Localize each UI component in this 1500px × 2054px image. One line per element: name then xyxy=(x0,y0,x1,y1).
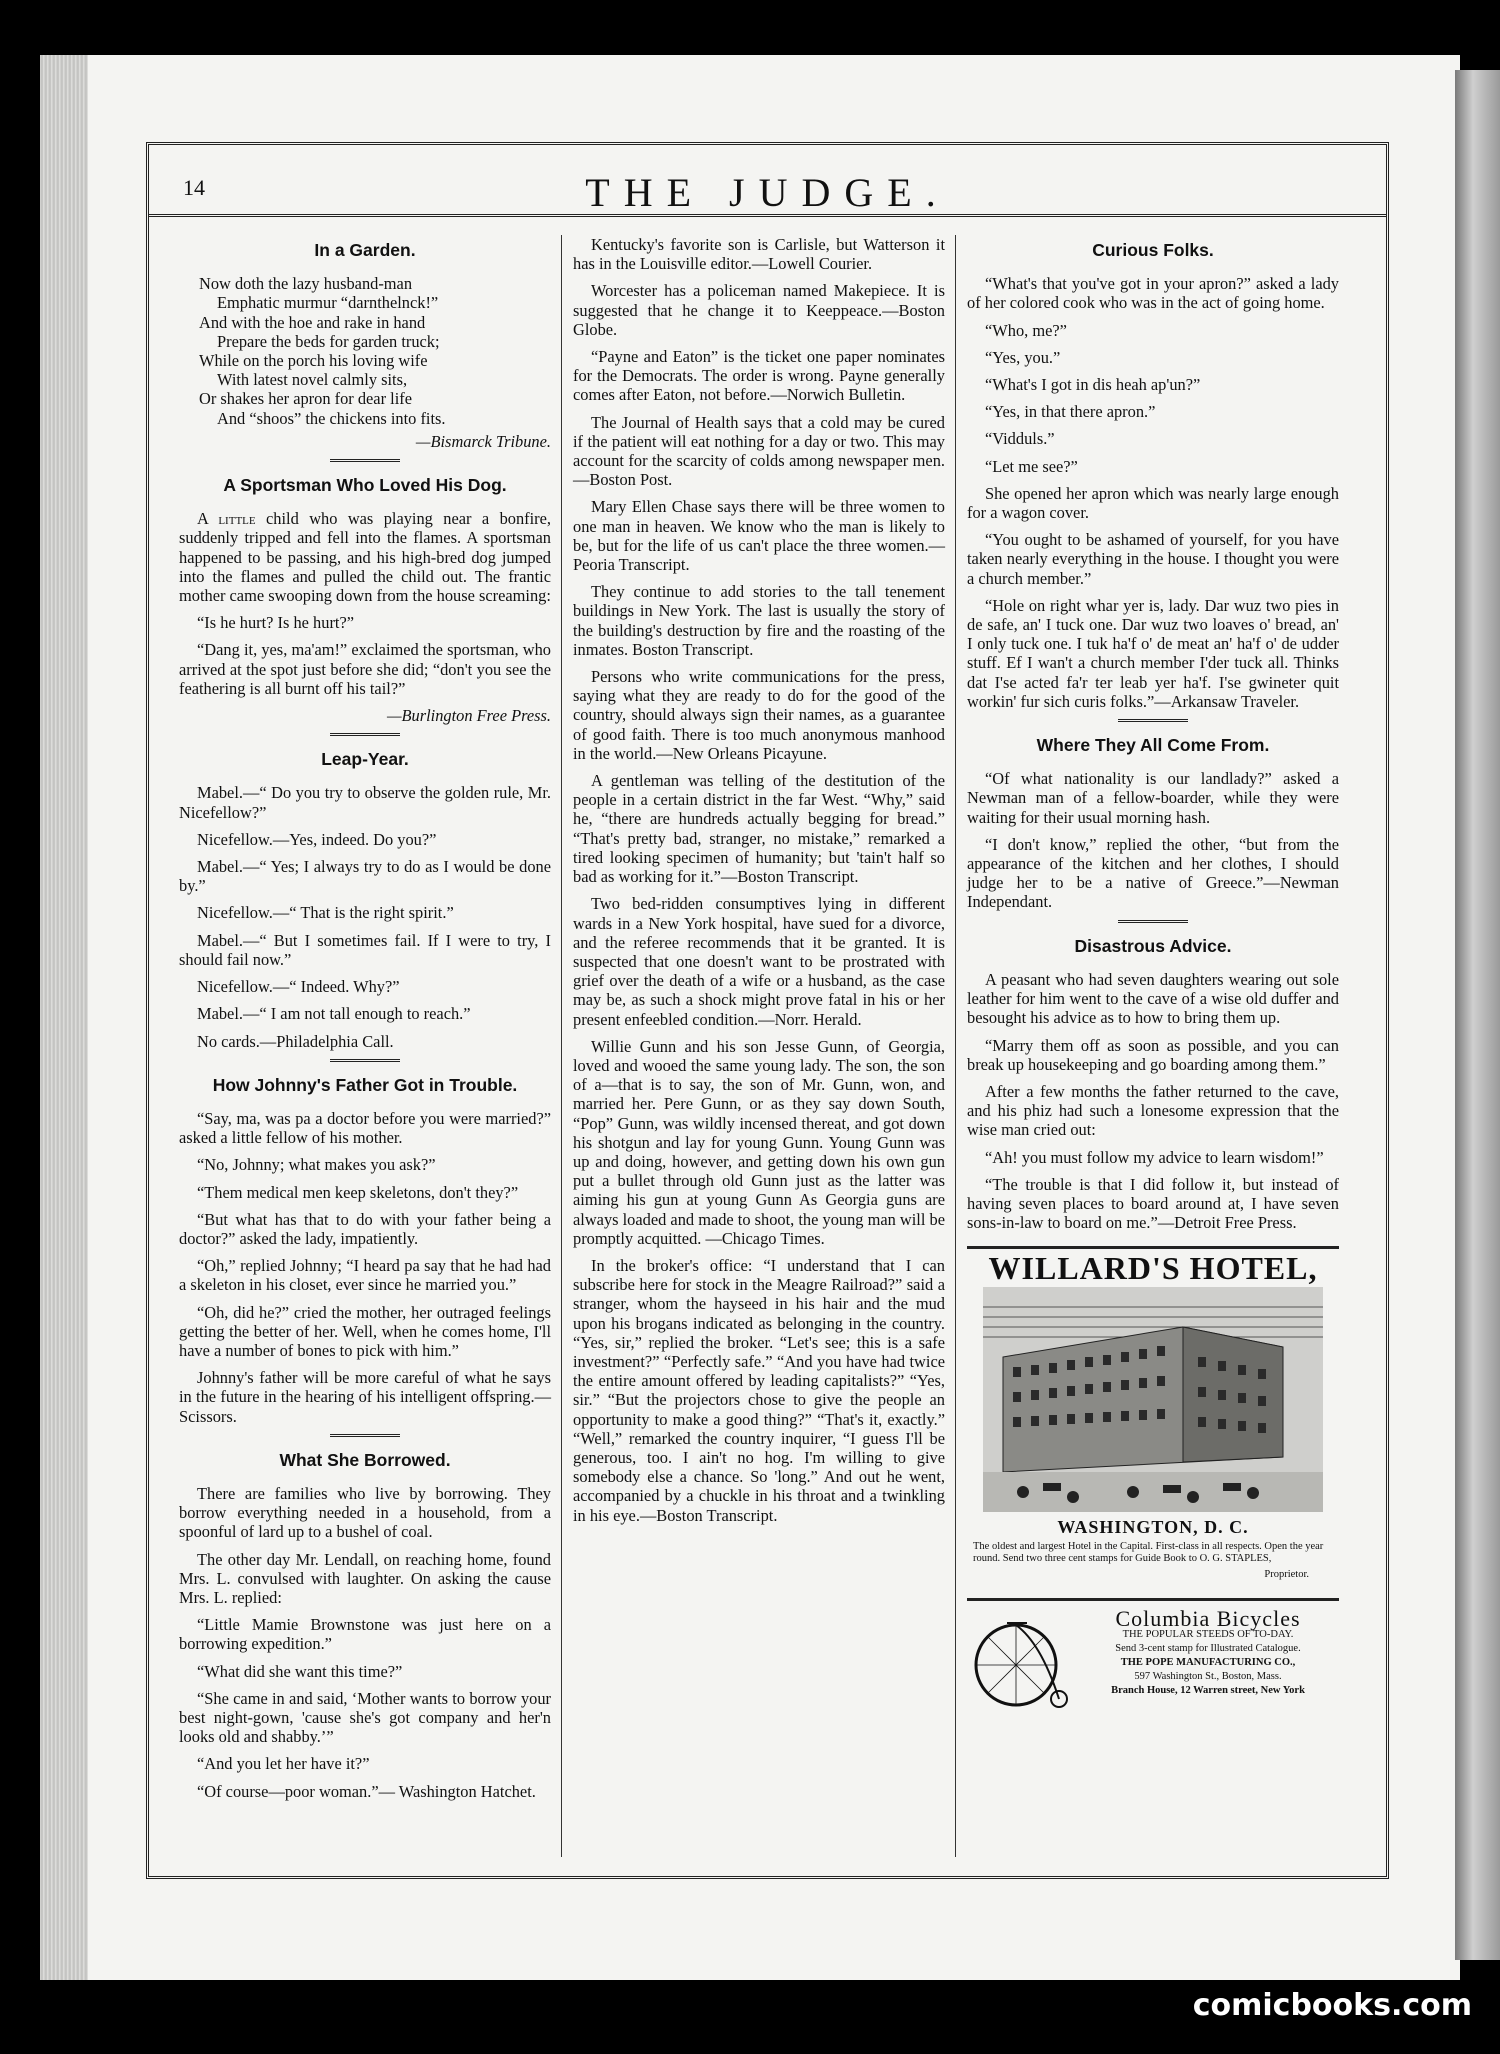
headline-johnny: How Johnny's Father Got in Trouble. xyxy=(212,1074,518,1095)
paragraph: “Marry them off as soon as possible, and you can break up housekeeping and go boarding among them.” xyxy=(967,1035,1339,1074)
bicycle-ad-text xyxy=(1077,1605,1339,1698)
paragraph: Two bed-ridden consumptives lying in different wards in a New York hospital, have sued for a divorce, and the referee recommends that it be granted. It is suspected that one doesn't want to be prostrated with grief over the death of a wife or a husband, as the case may be, as such a shock might prove fatal in his or her present enfeebled condition.—Norr. Herald. xyxy=(573,894,945,1029)
page-right-edge xyxy=(1455,70,1500,1960)
section-divider xyxy=(330,733,400,738)
paragraph: “Is he hurt? Is he hurt?” xyxy=(197,613,355,633)
paragraph: “Of what nationality is our landlady?” asked a Newman man of a fellow-boarder, while they were waiting for their usual morning hash. xyxy=(967,769,1339,827)
section-divider xyxy=(1118,920,1188,925)
paragraph: “Hole on right whar yer is, lady. Dar wuz two pies in de safe, an' I tuck one. Dar wuz two loaves o' bread, an' I only tuck one. I tuk ha'f o' de meat an' ha'f o' de udder stuff. Ef I wan't a church member I'der tuck all. Thinks dat I'se acted fa'r ter leab yer ha'f. I'se gwineter quit workin' fur sich curis folks.”—Arkansaw Traveler. xyxy=(967,595,1339,711)
column-left xyxy=(179,235,551,1809)
paragraph: “Vidduls.” xyxy=(985,429,1055,449)
bicycle-ad-line: Send 3-cent stamp for Illustrated Catalogue. xyxy=(1115,1643,1301,1655)
paragraph: There are families who live by borrowing. They borrow everything needed in a household, from a spoonful of lard up to a bushel of coal. xyxy=(179,1483,551,1542)
paragraph: No cards.—Philadelphia Call. xyxy=(197,1031,394,1051)
poem-line: With latest novel calmly sits, xyxy=(217,370,408,390)
bicycle-ad-title: Columbia Bicycles xyxy=(1115,1605,1301,1631)
hotel-ad-text: The oldest and largest Hotel in the Capital. First-class in all respects. Open the year round. Send two three cent stamps for Guide Book to O. G. STAPLES, xyxy=(973,1540,1324,1564)
paragraph: “She came in and said, ‘Mother wants to borrow your best night-gown, 'cause she's got company and her'n looks old and shabby.’” xyxy=(179,1688,551,1747)
paragraph: “What's that you've got in your apron?” asked a lady of her colored cook who was in the act of going home. xyxy=(967,274,1339,313)
paragraph: “Let me see?” xyxy=(985,456,1078,476)
bicycle-advertisement xyxy=(967,1598,1339,1731)
column-right xyxy=(967,235,1339,1731)
poem xyxy=(199,274,551,428)
paragraph: They continue to add stories to the tall tenement buildings in New York. The last is usually the story of the building's destruction by fire and the roasting of the inmates. Boston Transcript. xyxy=(573,582,945,659)
paragraph: In the broker's office: “I understand that I can subscribe here for stock in the Meagre Railroad?” said a stranger, whom the hayseed in his hair and the mud upon his brogans indicated as belonging in the country. “Yes, sir,” replied the broker. “Let's see; this is a safe investment?” “Perfectly safe.” “And you have had twice the entire amount offered by leading capitalists?” “Yes, sir.” “But the projectors chose to give the people an opportunity to make a good thing?” “That's it, exactly.” “Well,” remarked the country inquirer, “I guess I'll be generous, too. I ain't no hog. I'm willing to give somebody else a chance. So 'long.” And out he went, accompanied by a chuckle in his throat and a twinkling in his eye.—Boston Transcript. xyxy=(573,1255,945,1525)
paragraph: Nicefellow.—Yes, indeed. Do you?” xyxy=(197,829,437,849)
hotel-name: WILLARD'S HOTEL, xyxy=(988,1250,1318,1287)
section-divider xyxy=(330,459,400,464)
page-number: 14 xyxy=(183,175,205,200)
headline-curious-folks: Curious Folks. xyxy=(1092,240,1214,260)
credit: —Bismarck Tribune. xyxy=(415,431,551,451)
headline-sportsman: A Sportsman Who Loved His Dog. xyxy=(223,475,507,496)
poem-line: Emphatic murmur “darnthelnck!” xyxy=(217,293,439,313)
section-divider xyxy=(330,1059,400,1064)
paragraph: “And you let her have it?” xyxy=(197,1754,370,1774)
paragraph: Kentucky's favorite son is Carlisle, but Watterson it has in the Louisville editor.—Lowell Courier. xyxy=(573,235,945,274)
paragraph: A little child who was playing near a bonfire, suddenly tripped and fell into the flames. A sportsman happened to be passing, and his high-bred dog jumped into the flames and pulled the child out. The frantic mother came swooping down from the house screaming: xyxy=(179,509,552,606)
paragraph: “You ought to be ashamed of yourself, for you have taken nearly everything in the house. I thought you were a church member.” xyxy=(967,530,1339,588)
paragraph: “But what has that to do with your father being a doctor?” asked the lady, impatiently. xyxy=(179,1209,551,1248)
paragraph: “Oh,” replied Johnny; “I heard pa say that he had had a skeleton in his closet, ever since he married you.” xyxy=(179,1256,551,1295)
poem-line: Now doth the lazy husband-man xyxy=(199,274,413,294)
credit: —Burlington Free Press. xyxy=(386,706,551,726)
paragraph: “Say, ma, was pa a doctor before you were married?” asked a little fellow of his mother. xyxy=(179,1108,551,1148)
paragraph: Nicefellow.—“ Indeed. Why?” xyxy=(197,977,400,997)
headline-what-she-borrowed: What She Borrowed. xyxy=(279,1449,451,1470)
poem-line: Or shakes her apron for dear life xyxy=(199,389,412,409)
paragraph: The Journal of Health says that a cold may be cured if the patient will eat nothing for a day or two. This may account for the scarcity of colds among newspaper men.—Boston Post. xyxy=(573,412,945,490)
paragraph: Mabel.—“ Do you try to observe the golden rule, Mr. Nicefellow?” xyxy=(179,783,551,822)
paragraph: “Ah! you must follow my advice to learn wisdom!” xyxy=(985,1147,1324,1167)
paragraph: “Them medical men keep skeletons, don't they?” xyxy=(197,1182,519,1202)
section-divider xyxy=(330,1434,400,1439)
bicycle-ad-line: THE POPULAR STEEDS OF TO-DAY. xyxy=(1122,1629,1294,1641)
poem-line: And with the hoe and rake in hand xyxy=(199,312,426,332)
paragraph: “Oh, did he?” cried the mother, her outraged feelings getting the better of her. Well, when he comes home, I'll have a number of bones to pick with him.” xyxy=(179,1302,551,1360)
paragraph: “The trouble is that I did follow it, but instead of having seven places to board around at, I have seven sons-in-law to board on me.”—Detroit Free Press. xyxy=(967,1174,1339,1233)
paragraph: Mabel.—“ I am not tall enough to reach.” xyxy=(197,1004,471,1024)
paragraph: A gentleman was telling of the destitution of the people in a certain district in the far West. “Why,” said he, “there are hundreds actually begging for bread.” “That's pretty bad, stranger, no mistake,” remarked a tired looking specimen of humanity; but 'tain't half so bad as working for it.”—Boston Transcript. xyxy=(573,771,945,887)
page-header xyxy=(149,145,1386,217)
paragraph: Johnny's father will be more careful of what he says in the future in the hearing of his intelligent offspring.—Scissors. xyxy=(179,1368,551,1426)
paragraph: “Yes, in that there apron.” xyxy=(985,402,1156,422)
paragraph: Mabel.—“ But I sometimes fail. If I were to try, I should fail now.” xyxy=(179,930,551,969)
bicycle-ad-line: Branch House, 12 Warren street, New York xyxy=(1111,1685,1305,1697)
bicycle-ad-company: THE POPE MANUFACTURING CO., xyxy=(1120,1657,1296,1669)
poem-line: While on the porch his loving wife xyxy=(199,351,428,371)
paragraph: “What did she want this time?” xyxy=(197,1661,403,1681)
site-watermark: comicbooks.com xyxy=(1192,1988,1472,2023)
headline-disastrous-advice: Disastrous Advice. xyxy=(1074,935,1232,956)
paragraph: “Dang it, yes, ma'am!” exclaimed the sportsman, who arrived at the spot just before she did; “don't you see the feathering is all burnt off his tail?” xyxy=(179,640,551,698)
headline-where-they-come-from: Where They All Come From. xyxy=(1036,735,1270,756)
section-divider xyxy=(1118,719,1188,724)
paragraph: Mabel.—“ Yes; I always try to do as I would be done by.” xyxy=(179,857,551,896)
paragraph: “Payne and Eaton” is the ticket one paper nominates for the Democrats. The order is wrong. Payne generally comes after Eaton, not before.—Norwich Bulletin. xyxy=(573,347,945,405)
paragraph: The other day Mr. Lendall, on reaching home, found Mrs. L. convulsed with laughter. On asking the cause Mrs. L. replied: xyxy=(179,1549,551,1607)
paragraph: After a few months the father returned to the cave, and his phiz had such a lonesome expression that the wise man cried out: xyxy=(967,1081,1339,1140)
paragraph: Persons who write communications for the press, saying what they are ready to do for the good of the country, should always sign their names, as a guarantee of good faith. There is too much anonymous manhood in the world.—New Orleans Picayune. xyxy=(573,667,945,763)
paragraph: She opened her apron which was nearly large enough for a wagon cover. xyxy=(967,483,1339,523)
paragraph: “Who, me?” xyxy=(985,320,1067,340)
paragraph: “What's I got in dis heah ap'un?” xyxy=(985,375,1201,395)
penny-farthing-icon xyxy=(971,1613,1071,1713)
column-middle xyxy=(573,235,945,1533)
column-rule xyxy=(955,235,956,1857)
paragraph: “Of course—poor woman.”— Washington Hatchet. xyxy=(197,1781,536,1801)
poem-line: Prepare the beds for garden truck; xyxy=(217,331,440,351)
headline-in-a-garden: In a Garden. xyxy=(314,240,416,260)
page-binding-edge xyxy=(40,55,88,1980)
paragraph: Willie Gunn and his son Jesse Gunn, of Georgia, loved and wooed the same young lady. The son, the son of a—that is to say, the son of Mr. Gunn, won, and married her. Pere Gunn, or as they say down South, “Pop” Gunn, was wildly incensed thereat, and got down his shotgun and lay for young Gunn. Young Gunn was up and doing, however, and getting down his own gun put a bullet through old Gunn just as the latter was aiming his gun at young Gunn As Georgia guns are always loaded and made to shoot, the young man will be promptly acquitted. —Chicago Times. xyxy=(573,1036,945,1248)
hotel-proprietor: Proprietor. xyxy=(1264,1568,1309,1580)
paragraph: “No, Johnny; what makes you ask?” xyxy=(197,1155,436,1175)
poem-line: And “shoos” the chickens into fits. xyxy=(217,408,446,428)
hotel-advertisement xyxy=(967,1246,1339,1584)
paragraph: “I don't know,” replied the other, “but from the appearance of the kitchen and her clothes, I should judge her to be a native of Greece.”—Newman Independant. xyxy=(967,834,1339,912)
headline-leap-year: Leap-Year. xyxy=(321,749,409,770)
paragraph: A peasant who had seven daughters wearing out sole leather for him went to the cave of a wise old duffer and besought his advice as to how to bring them up. xyxy=(967,969,1339,1028)
paragraph: “Yes, you.” xyxy=(985,347,1061,367)
hotel-engraving-icon xyxy=(983,1287,1323,1512)
journal-title: THE JUDGE. xyxy=(585,170,950,215)
paragraph: Nicefellow.—“ That is the right spirit.” xyxy=(197,903,454,923)
paragraph: Worcester has a policeman named Makepiece. It is suggested that he change it to Keeppeace.—Boston Globe. xyxy=(573,281,945,339)
paragraph: “Little Mamie Brownstone was just here on a borrowing expedition.” xyxy=(179,1615,551,1654)
column-rule xyxy=(561,235,562,1857)
hotel-city: WASHINGTON, D. C. xyxy=(1057,1516,1249,1537)
paragraph: Mary Ellen Chase says there will be three women to one man in heaven. We know who the man is likely to be, but for the life of us can't place the three women.—Peoria Transcript. xyxy=(573,497,945,575)
newspaper-page xyxy=(146,142,1389,1879)
bicycle-ad-line: 597 Washington St., Boston, Mass. xyxy=(1134,1671,1282,1683)
